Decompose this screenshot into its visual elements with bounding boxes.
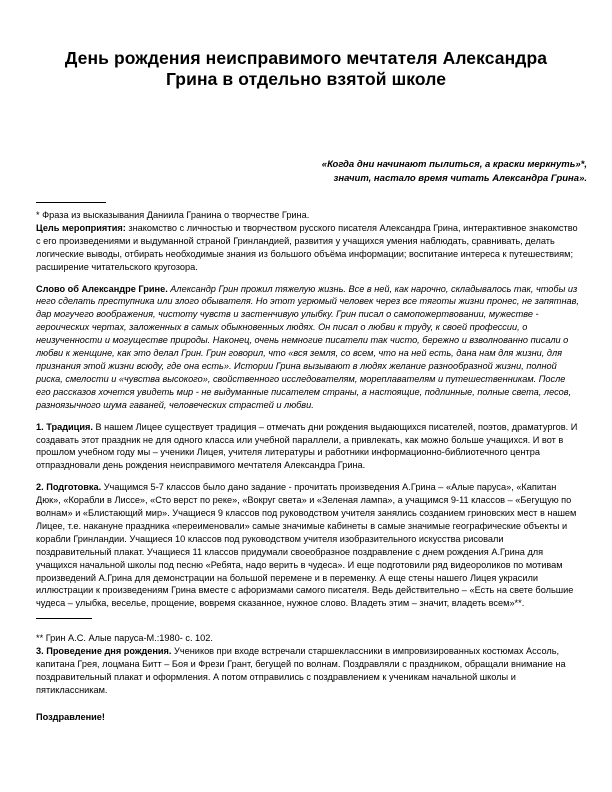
section-3-paragraph bbox=[36, 645, 581, 697]
epigraph-line-1: «Когда дни начинают пылиться, а краски меркнуть»*, bbox=[321, 159, 587, 170]
section-1-label: 1. Традиция. bbox=[36, 421, 93, 432]
epigraph bbox=[167, 158, 587, 186]
goal-paragraph bbox=[36, 222, 581, 274]
title-line-1: День рождения неисправимого мечтателя Александра bbox=[64, 48, 548, 68]
section-2-text: Учащимся 5-7 классов было дано задание - прочитать произведения А.Грина – «Алые паруса», «Капитан Дюк», «Корабли в Лиссе», «Сто верст по реке», «Вокруг света» и «Зеленая лампа», а учащимся 9-11 классов – «Бегущую по волнам» и «Блистающий мир». Учащиеся 9 классов под руководством учителя занялись созданием гриновских мест в нашем Лицее, т.е. накануне праздника «переименовали» самые значимые кабинеты в самые значимые географические объекты и корабли Гринландии. Учащиеся 10 классов под руководством учителя изобразительного искусства рисовали поздравительный плакат. Учащиеся 11 классов придумали своеобразное поздравление с днем рождения А.Грина для учащихся начальной школы под песню «Ребята, надо верить в чудеса». И еще подготовили ряд видеороликов по мотивам произведений А.Грина для демонстрации на большой перемене и в переменку. А еще стены нашего Лицея украсили иллюстрации к произведениям Грина вместе с афоризмами самого писателя. Ведь действительно – «Есть на свете большие чудеса – улыбка, веселье, прощение, вовремя сказанное, нужное слово. Владеть этим – значит, владеть всем»**. bbox=[36, 482, 577, 609]
title-line-2: Грина в отдельно взятой школе bbox=[165, 69, 447, 89]
footnote-2: ** Грин А.С. Алые паруса-М.:1980- с. 102. bbox=[36, 633, 213, 644]
closing-heading: Поздравление! bbox=[36, 711, 105, 722]
section-2-label: 2. Подготовка. bbox=[36, 482, 102, 493]
section-1-text: В нашем Лицее существует традиция – отмечать дни рождения выдающихся писателей, поэтов, драматургов. И создавать этот праздник не для одного класса или учебной параллели, а привлекать, как можно больше учащихся. И вот в прошлом учебном году мы – ученики Лицея, учителя литературы и работники информационно-библиотечного центра отпраздновали день рождения неисправимого мечтателя Александра Грина. bbox=[36, 421, 578, 471]
intro-label: Слово об Александре Грине. bbox=[36, 283, 168, 294]
section-2-paragraph bbox=[36, 481, 581, 623]
footnote-separator bbox=[36, 202, 106, 203]
section-3-label: 3. Проведение дня рождения. bbox=[36, 646, 172, 657]
goal-label: Цель мероприятия: bbox=[36, 222, 126, 233]
intro-paragraph bbox=[36, 283, 581, 412]
epigraph-line-2: значит, настало время читать Александра Грина». bbox=[333, 173, 587, 184]
footnote-underline bbox=[36, 618, 92, 619]
intro-text: Александр Грин прожил тяжелую жизнь. Все в ней, как нарочно, складывалось так, чтобы из него сделать преступника или злого обывателя. Но этот угрюмый человек через все тяготы жизни пронес, не запятнав, дар могучего воображения, чистоту чувств и застенчивую улыбку. Грин писал о самопожертвовании, мужестве - героических чертах, заложенных в самых обыкновенных людях. Он писал о любви к труду, к своей профессии, о неизученности и могуществе природы. Наконец, очень немногие писатели так чисто, бережно и взволнованно писали о любви к женщине, как это делал Грин. Грин говорил, что «вся земля, со всем, что на ней есть, дана нам для жизни, для признания этой жизни всюду, где она есть». Истории Грина вызывают в людях желание разнообразной жизни, полной риска, смелости и «чувства высокого», свойственного исследователям, мореплавателям и путешественникам. После его рассказов хочется увидеть мир - не выдуманные писателем страны, а настоящие, подлинные, полные света, лесов, разноязычного шума гаваней, человеческих страстей и любви. bbox=[36, 283, 579, 410]
goal-text: знакомство с личностью и творчеством русского писателя Александра Грина, интерактивное знакомство с его произведениями и выдуманной страной Гринландией, развития у учащихся умения наблюдать, сравнивать, делать логические выводы, отбирать необходимые знания из большого объёма информации; воспитание интереса к путешествиям; расширение читательского кругозора. bbox=[36, 222, 578, 272]
section-1-paragraph bbox=[36, 421, 581, 473]
document-body bbox=[36, 209, 581, 724]
document-title bbox=[20, 48, 592, 90]
footnote-1: * Фраза из высказывания Даниила Гранина о творчестве Грина. bbox=[36, 210, 310, 220]
section-3-text: Учеников при входе встречали старшеклассники в импровизированных костюмах Ассоль, капитана Грея, лоцмана Битт – Боя и Фрези Грант, бегущей по волнам. Поздравляли с праздником, обращали внимание на поздравительный плакат и оформления. А потом отправились с поздравлением к ученикам начальной школы и пятиклассникам. bbox=[36, 646, 566, 695]
